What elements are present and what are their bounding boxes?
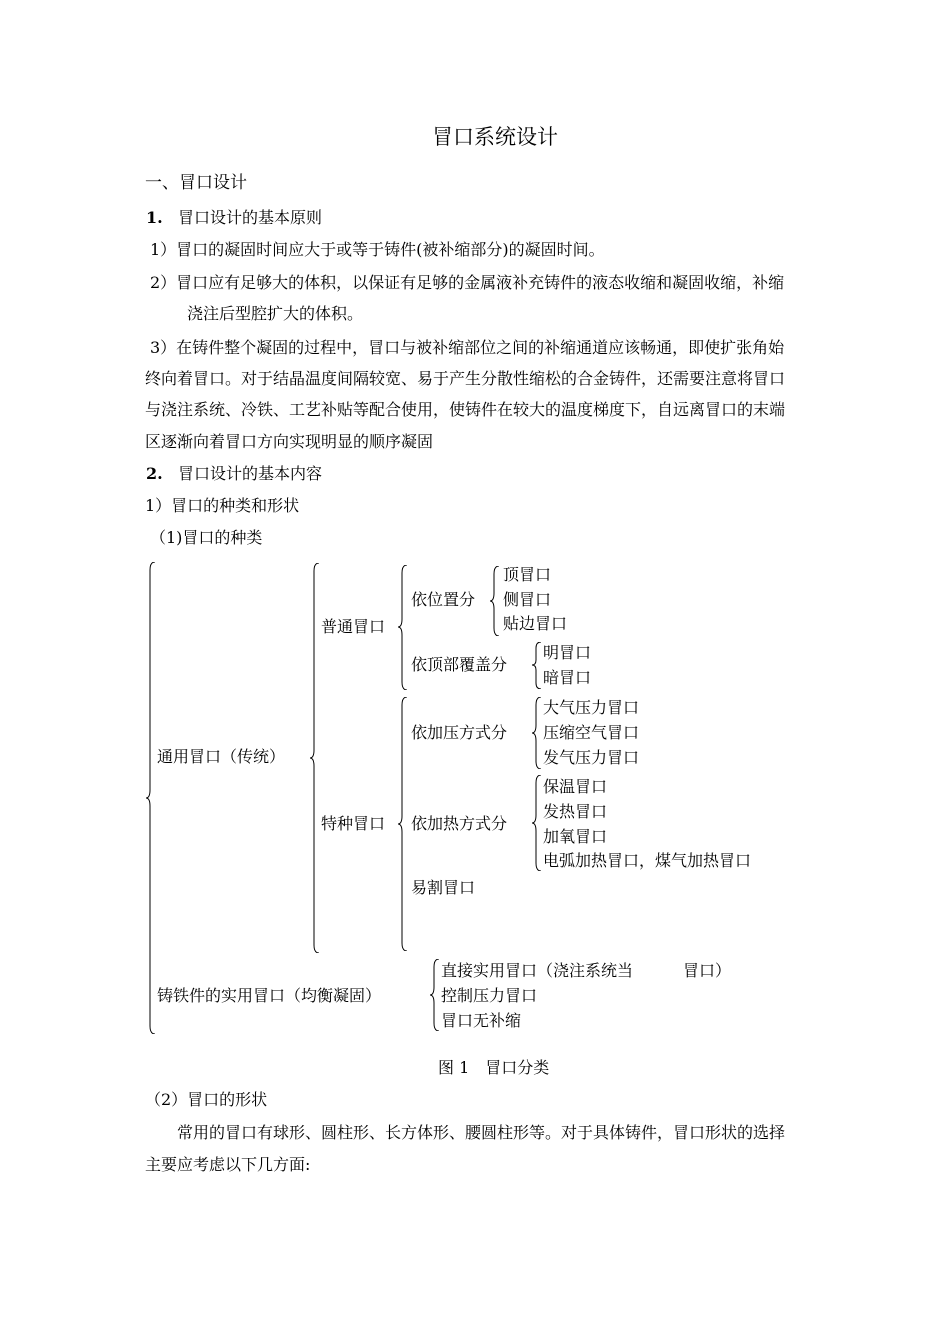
node-insulated-riser: 保温冒口: [543, 777, 608, 796]
node-no-feed-riser: 冒口无补缩: [441, 1011, 522, 1030]
paragraph-line: 常用的冒口有球形、圆柱形、长方体形、腰圆柱形等。对于具体铸件，冒口形状的选择: [177, 1123, 786, 1142]
principle-line: 区逐渐向着冒口方向实现明显的顺序凝固: [145, 432, 434, 451]
principle-line: 3）在铸件整个凝固的过程中，冒口与被补缩部位之间的补缩通道应该畅通，即使扩张角始: [150, 338, 785, 357]
subheading-2-number: 2.: [146, 464, 163, 483]
node-direct-riser: 直接实用冒口（浇注系统当: [441, 961, 634, 980]
principle-line: 2）冒口应有足够大的体积，以保证有足够的金属液补充铸件的液态收缩和凝固收缩，补缩: [150, 273, 785, 292]
principle-line: 与浇注系统、冷铁、工艺补贴等配合使用，使铸件在较大的温度梯度下，自远离冒口的末端: [145, 400, 786, 419]
node-by-pressure: 依加压方式分: [411, 723, 508, 742]
node-top-riser: 顶冒口: [503, 565, 552, 584]
figure-caption: 图 1 冒口分类: [438, 1058, 550, 1077]
node-knockoff-riser: 易割冒口: [411, 878, 476, 897]
node-by-cover: 依顶部覆盖分: [411, 655, 508, 674]
item-subheading: （2）冒口的形状: [145, 1090, 268, 1109]
node-pressure-control-riser: 控制压力冒口: [441, 986, 538, 1005]
node-ordinary: 普通冒口: [321, 617, 386, 636]
subheading-2: [146, 464, 322, 484]
node-exothermic-riser: 发热冒口: [543, 802, 608, 821]
node-open-riser: 明冒口: [543, 643, 592, 662]
page-title: 冒口系统设计: [432, 125, 558, 149]
node-direct-riser-end: 冒口）: [683, 961, 732, 980]
item-subheading: （1)冒口的种类: [150, 528, 263, 547]
brace-special: [398, 697, 410, 951]
node-special: 特种冒口: [321, 814, 386, 833]
item-heading: 1）冒口的种类和形状: [145, 496, 300, 515]
brace-root: [146, 562, 158, 1034]
node-air-riser: 压缩空气冒口: [543, 723, 640, 742]
node-root-general: 通用冒口（传统）: [157, 747, 286, 766]
node-by-heating: 依加热方式分: [411, 814, 508, 833]
node-oxygen-riser: 加氧冒口: [543, 827, 608, 846]
subheading-2-text: 冒口设计的基本内容: [177, 464, 322, 483]
brace-ordinary: [398, 565, 410, 690]
section-heading: 一、冒口设计: [145, 173, 247, 193]
node-gas-riser: 发气压力冒口: [543, 748, 640, 767]
node-side-riser: 侧冒口: [503, 590, 552, 609]
principle-line: 浇注后型腔扩大的体积。: [187, 304, 364, 323]
node-atm-riser: 大气压力冒口: [543, 698, 640, 717]
subheading-1-number: 1.: [146, 208, 163, 227]
subheading-1-text: 冒口设计的基本原则: [177, 208, 322, 227]
node-by-position: 依位置分: [411, 590, 476, 609]
subheading-1: [146, 208, 322, 228]
node-root-iron: 铸铁件的实用冒口（均衡凝固）: [157, 986, 382, 1005]
node-arc-riser: 电弧加热冒口，煤气加热冒口: [543, 851, 752, 870]
paragraph-line: 主要应考虑以下几方面:: [145, 1155, 311, 1174]
node-edge-riser: 贴边冒口: [503, 614, 568, 633]
node-blind-riser: 暗冒口: [543, 668, 592, 687]
brace-position: [490, 566, 502, 636]
principle-line: 终向着冒口。对于结晶温度间隔较宽、易于产生分散性缩松的合金铸件，还需要注意将冒口: [145, 369, 786, 388]
principle-line: 1）冒口的凝固时间应大于或等于铸件(被补缩部分)的凝固时间。: [150, 240, 605, 259]
